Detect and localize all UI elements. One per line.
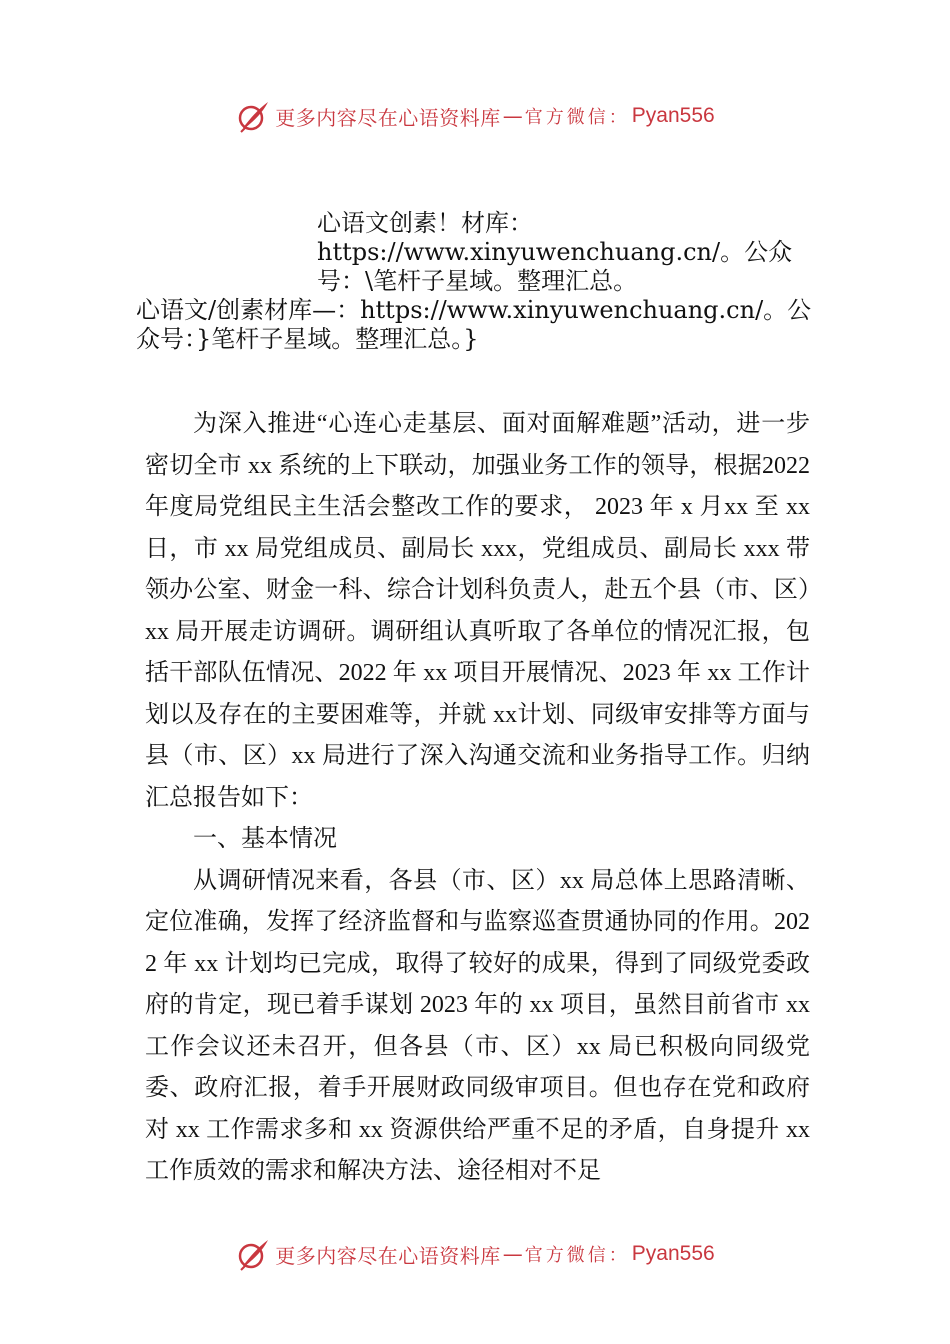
watermark-handle: Pyan556 (631, 1242, 715, 1265)
watermark-separator: — (502, 1242, 523, 1266)
watermark-label: 官方微信： (524, 107, 630, 128)
document-body (145, 404, 810, 1193)
watermark-handle: Pyan556 (631, 104, 715, 127)
source-note-2: 心语文/创素材库—：https://www.xinyuwenchuang.cn/。公众号：}笔杆子星域。整理汇总。} (136, 296, 812, 353)
body-paragraph: 为深入推进“心连心走基层、面对面解难题”活动，进一步密切全市 xx 系统的上下联动，加强业务工作的领导，根据2022 年度局党组民主生活会整改工作的要求， 2023 年 x 月xx 至 xx 日，市 xx 局党组成员、副局长 xxx，党组成员、副局长 xxx 带领办公室、财金一科、综合计划科负责人，赴五个县（市、区）xx 局开展走访调研。调研组认真听取了各单位的情况汇报，包括干部队伍情况、2022 年 xx 项目开展情况、2023 年 xx 工作计划以及存在的主要困难等，并就 xx计划、同级审安排等方面与县（市、区）xx 局进行了深入沟通交流和业务指导工作。归纳汇总报告如下： (145, 411, 810, 811)
quill-pen-icon (235, 1236, 271, 1272)
source-note-1: 心语文创素！材库：https://www.xinyuwenchuang.cn/。公众号：\笔杆子星域。整理汇总。 (317, 209, 793, 295)
quill-pen-icon (235, 98, 271, 134)
watermark-text: 更多内容尽在心语资料库 (275, 1243, 501, 1268)
header-watermark (0, 96, 950, 136)
watermark-separator: — (502, 104, 523, 128)
section-heading: 一、基本情况 (193, 826, 337, 852)
body-paragraph: 从调研情况来看，各县（市、区）xx 局总体上思路清晰、定位准确，发挥了经济监督和与监察巡查贯通协同的作用。2022 年 xx 计划均已完成，取得了较好的成果，得到了同级党委政府的肯定，现已着手谋划 2023 年的 xx 项目，虽然目前省市 xx 工作会议还未召开，但各县（市、区）xx 局已积极向同级党委、政府汇报，着手开展财政同级审项目。但也存在党和政府对 xx 工作需求多和 xx 资源供给严重不足的矛盾，自身提升 xx 工作质效的需求和解决方法、途径相对不足 (145, 867, 810, 1184)
watermark-text: 更多内容尽在心语资料库 (275, 105, 501, 130)
footer-watermark (0, 1234, 950, 1274)
watermark-label: 官方微信： (524, 1245, 630, 1266)
